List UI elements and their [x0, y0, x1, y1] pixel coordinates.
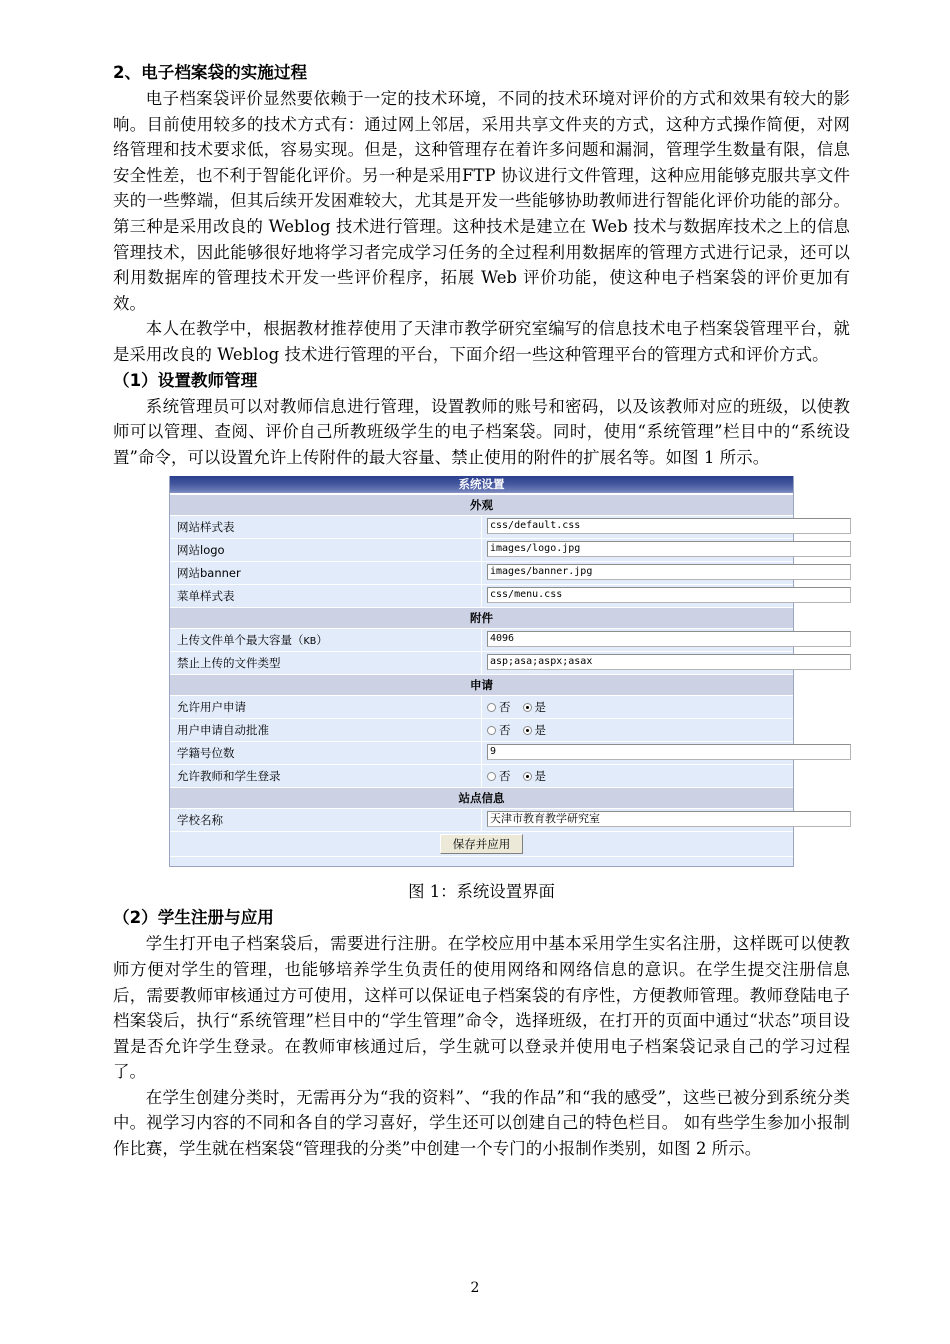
screenshot-titlebar: 系统设置 [170, 476, 793, 494]
section-header-application-label: 申请 [170, 675, 793, 696]
row-site-banner [170, 562, 793, 585]
label-max-upload-size-main: 上传文件单个最大容量（ [177, 633, 304, 648]
page-number: 2 [470, 1280, 480, 1296]
cell-menu-stylesheet [482, 585, 794, 608]
radio-label-allow-apply-no: 否 [499, 700, 511, 715]
input-site-logo[interactable]: images/logo.jpg [487, 541, 851, 557]
paragraph-3: 系统管理员可以对教师信息进行管理，设置教师的账号和密码，以及该教师对应的班级，以使教师可以管理、查阅、评价自己所教班级学生的电子档案袋。同时，使用“系统管理”栏目中的“系统设置”命令，可以设置允许上传附件的最大容量、禁止使用的附件的扩展名等。如图 1 所示。 [113, 396, 850, 467]
figure-caption: 图 1：系统设置界面 [408, 882, 555, 902]
cell-auto-approve [482, 719, 794, 742]
row-allow-apply [170, 696, 793, 719]
row-menu-stylesheet [170, 585, 793, 608]
save-and-apply-button[interactable]: 保存并应用 [440, 834, 524, 854]
cell-save-button [170, 832, 793, 857]
subheading-2: （2）学生注册与应用 [113, 908, 274, 928]
paragraph-4: 学生打开电子档案袋后，需要进行注册。在学校应用中基本采用学生实名注册，这样既可以使教师方便对学生的管理，也能够培养学生负责任的使用网络和网络信息的意识。在学生提交注册信息后，需要教师审核通过方可使用，这样可以保证电子档案袋的有序性，方便教师管理。教师登陆电子档案袋后，执行“系统管理”栏目中的“学生管理”命令，选择班级，在打开的页面中通过“状态”项目设置是否允许学生登录。在教师审核通过后，学生就可以登录并使用电子档案袋记录自己的学习过程了。 [113, 934, 850, 1082]
radio-label-auto-approve-yes: 是 [534, 723, 546, 738]
input-forbidden-types[interactable]: asp;asa;aspx;asax [487, 654, 851, 670]
cell-max-upload-size [482, 629, 794, 652]
label-student-id-digits: 学籍号位数 [170, 742, 482, 765]
row-auto-approve [170, 719, 793, 742]
cell-allow-login [482, 765, 794, 788]
label-menu-stylesheet: 菜单样式表 [170, 585, 482, 608]
radio-label-allow-apply-yes: 是 [534, 700, 546, 715]
system-settings-screenshot [169, 476, 794, 867]
label-auto-approve: 用户申请自动批准 [170, 719, 482, 742]
paragraph-1: 电子档案袋评价显然要依赖于一定的技术环境，不同的技术环境对评价的方式和效果有较大的影响。目前使用较多的技术方式有：通过网上邻居，采用共享文件夹的方式，这种方式操作简便，对网络管理和技术要求低，容易实现。但是，这种管理存在着许多问题和漏洞，管理学生数量有限，信息安全性差，也不利于智能化评价。另一种是采用FTP 协议进行文件管理，这种应用能够克服共享文件夹的一些弊端，但其后续开发困难较大，尤其是开发一些能够协助教师进行智能化评价功能的部分。第三种是采用改良的 Weblog 技术进行管理。这种技术是建立在 Web 技术与数据库技术之上的信息管理技术，因此能够很好地将学习者完成学习任务的全过程利用数据库的管理方式进行记录，还可以利用数据库的管理技术开发一些评价程序，拓展 Web 评价功能，使这种电子档案袋的评价更加有效。 [113, 89, 850, 313]
radio-allow-apply-no[interactable] [487, 703, 496, 712]
radio-allow-apply-yes[interactable] [523, 703, 532, 712]
settings-table [170, 494, 793, 857]
figure-1 [113, 476, 850, 867]
section-header-application [170, 675, 793, 696]
cell-site-logo [482, 539, 794, 562]
radio-auto-approve-no[interactable] [487, 726, 496, 735]
row-forbidden-types [170, 652, 793, 675]
row-site-stylesheet [170, 516, 793, 539]
input-max-upload-size[interactable]: 4096 [487, 631, 851, 647]
label-max-upload-size-unit: KB [303, 636, 317, 648]
label-site-stylesheet: 网站样式表 [170, 516, 482, 539]
cell-site-banner [482, 562, 794, 585]
section-header-appearance-label: 外观 [170, 495, 793, 516]
cell-student-id-digits [482, 742, 794, 765]
radio-allow-login-no[interactable] [487, 772, 496, 781]
row-max-upload-size [170, 629, 793, 652]
radio-group-allow-login [487, 768, 546, 784]
input-menu-stylesheet[interactable]: css/menu.css [487, 587, 851, 603]
input-site-banner[interactable]: images/banner.jpg [487, 564, 851, 580]
radio-label-auto-approve-no: 否 [499, 723, 511, 738]
cell-forbidden-types [482, 652, 794, 675]
screenshot-footer [170, 857, 793, 866]
row-allow-login [170, 765, 793, 788]
row-site-logo [170, 539, 793, 562]
radio-group-allow-apply [487, 699, 546, 715]
input-school-name[interactable]: 天津市教育教学研究室 [487, 811, 851, 827]
cell-allow-apply [482, 696, 794, 719]
radio-auto-approve-yes[interactable] [523, 726, 532, 735]
label-allow-apply: 允许用户申请 [170, 696, 482, 719]
label-max-upload-size-tail: ） [316, 633, 328, 648]
cell-school-name [482, 809, 794, 832]
row-student-id-digits [170, 742, 793, 765]
section-header-attachment-label: 附件 [170, 608, 793, 629]
radio-allow-login-yes[interactable] [523, 772, 532, 781]
subheading-1: （1）设置教师管理 [113, 370, 258, 390]
label-school-name: 学校名称 [170, 809, 482, 832]
section-header-attachment [170, 608, 793, 629]
paragraph-5: 在学生创建分类时，无需再分为“我的资料”、“我的作品”和“我的感受”，这些已被分到系统分类中。视学习内容的不同和各自的学习喜好，学生还可以创建自己的特色栏目。 如有些学生参加小报制作比赛，学生就在档案袋“管理我的分类”中创建一个专门的小报制作类别，如图 2 所示。 [113, 1087, 850, 1159]
section-header-site-info-label: 站点信息 [170, 788, 793, 809]
row-school-name [170, 809, 793, 832]
input-student-id-digits[interactable]: 9 [487, 744, 851, 760]
label-forbidden-types: 禁止上传的文件类型 [170, 652, 482, 675]
section-header-appearance [170, 495, 793, 516]
section-header-site-info [170, 788, 793, 809]
radio-group-auto-approve [487, 722, 546, 738]
section-heading: 2、电子档案袋的实施过程 [113, 63, 308, 82]
radio-label-allow-login-no: 否 [499, 769, 511, 784]
row-save-button [170, 832, 793, 857]
cell-site-stylesheet [482, 516, 794, 539]
radio-label-allow-login-yes: 是 [534, 769, 546, 784]
input-site-stylesheet[interactable]: css/default.css [487, 518, 851, 534]
label-max-upload-size [170, 629, 482, 652]
label-allow-login: 允许教师和学生登录 [170, 765, 482, 788]
label-site-logo: 网站logo [170, 539, 482, 562]
label-site-banner: 网站banner [170, 562, 482, 585]
paragraph-2: 本人在教学中，根据教材推荐使用了天津市教学研究室编写的信息技术电子档案袋管理平台，就是采用改良的 Weblog 技术进行管理的平台，下面介绍一些这种管理平台的管理方式和评价方式。 [113, 319, 850, 364]
